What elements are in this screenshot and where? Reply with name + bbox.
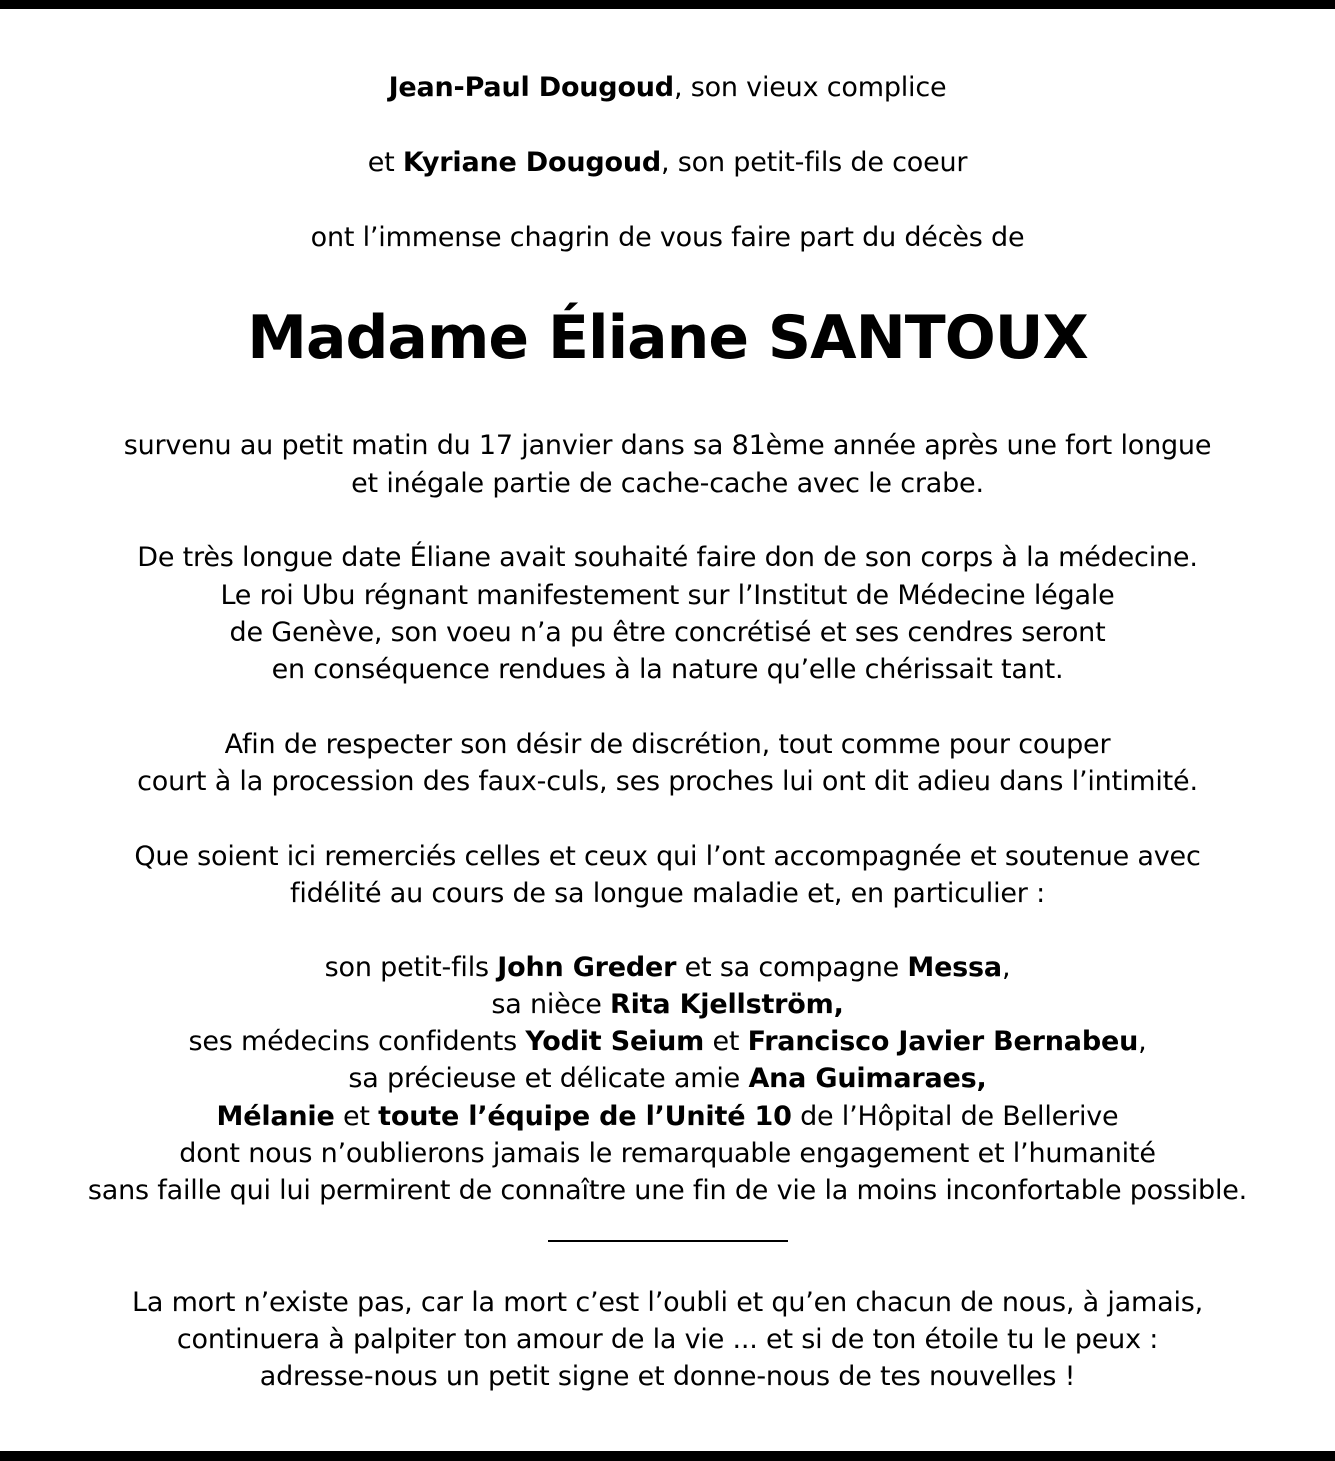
top-border-rule <box>0 0 1335 9</box>
thanked-name: Ana Guimaraes <box>748 1063 977 1094</box>
closing-line-2: continuera à palpiter ton amour de la vie ... et si de ton étoile tu le peux : <box>176 1324 1159 1355</box>
bottom-border-rule <box>0 1451 1335 1461</box>
thanked-name: Mélanie <box>216 1101 335 1132</box>
paragraph-4-line-1: Que soient ici remerciés celles et ceux qui l’ont accompagnée et soutenue avec <box>134 841 1201 872</box>
paragraph-2-line-1: De très longue date Éliane avait souhaité faire don de son corps à la médecine. <box>137 542 1198 573</box>
signatory-name: Kyriane Dougoud <box>402 147 662 178</box>
separator-rule <box>548 1240 788 1242</box>
thanked-name: Yodit Seium <box>525 1026 705 1057</box>
paragraph-1-line-1: survenu au petit matin du 17 janvier dans sa 81ème année après une fort longue <box>123 430 1212 461</box>
closing-line-1: La mort n’existe pas, car la mort c’est l’oubli et qu’en chacun de nous, à jamais, <box>132 1287 1203 1318</box>
paragraph-2-line-2: Le roi Ubu régnant manifestement sur l’Institut de Médecine légale <box>220 580 1115 611</box>
thanks-line-2: sa nièce Rita Kjellström, <box>491 989 844 1020</box>
paragraph-3-line-2: court à la procession des faux-culs, ses proches lui ont dit adieu dans l’intimité. <box>137 766 1198 797</box>
paragraph-1-line-2: et inégale partie de cache-cache avec le crabe. <box>351 468 984 499</box>
thanks-line-3: ses médecins confidents Yodit Seium et Francisco Javier Bernabeu, <box>188 1026 1147 1057</box>
paragraph-2-line-4: en conséquence rendues à la nature qu’elle chérissait tant. <box>271 654 1064 685</box>
thanks-line-6: dont nous n’oublierons jamais le remarquable engagement et l’humanité <box>179 1138 1156 1169</box>
paragraph-4-line-2: fidélité au cours de sa longue maladie et, en particulier : <box>290 878 1045 909</box>
intro-line-3: ont l’immense chagrin de vous faire part du décès de <box>310 222 1025 253</box>
deceased-name-title: Madame Éliane SANTOUX <box>247 303 1088 373</box>
thanked-name: Messa <box>907 952 1002 983</box>
thanks-line-4: sa précieuse et délicate amie Ana Guimaraes, <box>348 1063 987 1094</box>
thanks-line-5: Mélanie et toute l’équipe de l’Unité 10 de l’Hôpital de Bellerive <box>216 1101 1119 1132</box>
thanked-name: Rita Kjellström <box>610 989 834 1020</box>
thanked-name: John Greder <box>497 952 677 983</box>
paragraph-3-line-1: Afin de respecter son désir de discrétion, tout comme pour couper <box>224 729 1111 760</box>
intro-line-1: Jean-Paul Dougoud, son vieux complice <box>388 72 947 103</box>
paragraph-2-line-3: de Genève, son voeu n’a pu être concrétisé et ses cendres seront <box>229 617 1106 648</box>
thanked-name: Francisco Javier Bernabeu <box>747 1026 1139 1057</box>
closing-line-3: adresse-nous un petit signe et donne-nous de tes nouvelles ! <box>259 1361 1076 1392</box>
intro-line-2: et Kyriane Dougoud, son petit-fils de coeur <box>367 147 968 178</box>
thanked-name: toute l’équipe de l’Unité 10 <box>378 1101 792 1132</box>
thanks-line-1: son petit-fils John Greder et sa compagne Messa, <box>324 952 1011 983</box>
thanks-line-7: sans faille qui lui permirent de connaître une fin de vie la moins inconfortable possible. <box>87 1175 1248 1206</box>
signatory-name: Jean-Paul Dougoud <box>388 72 674 103</box>
